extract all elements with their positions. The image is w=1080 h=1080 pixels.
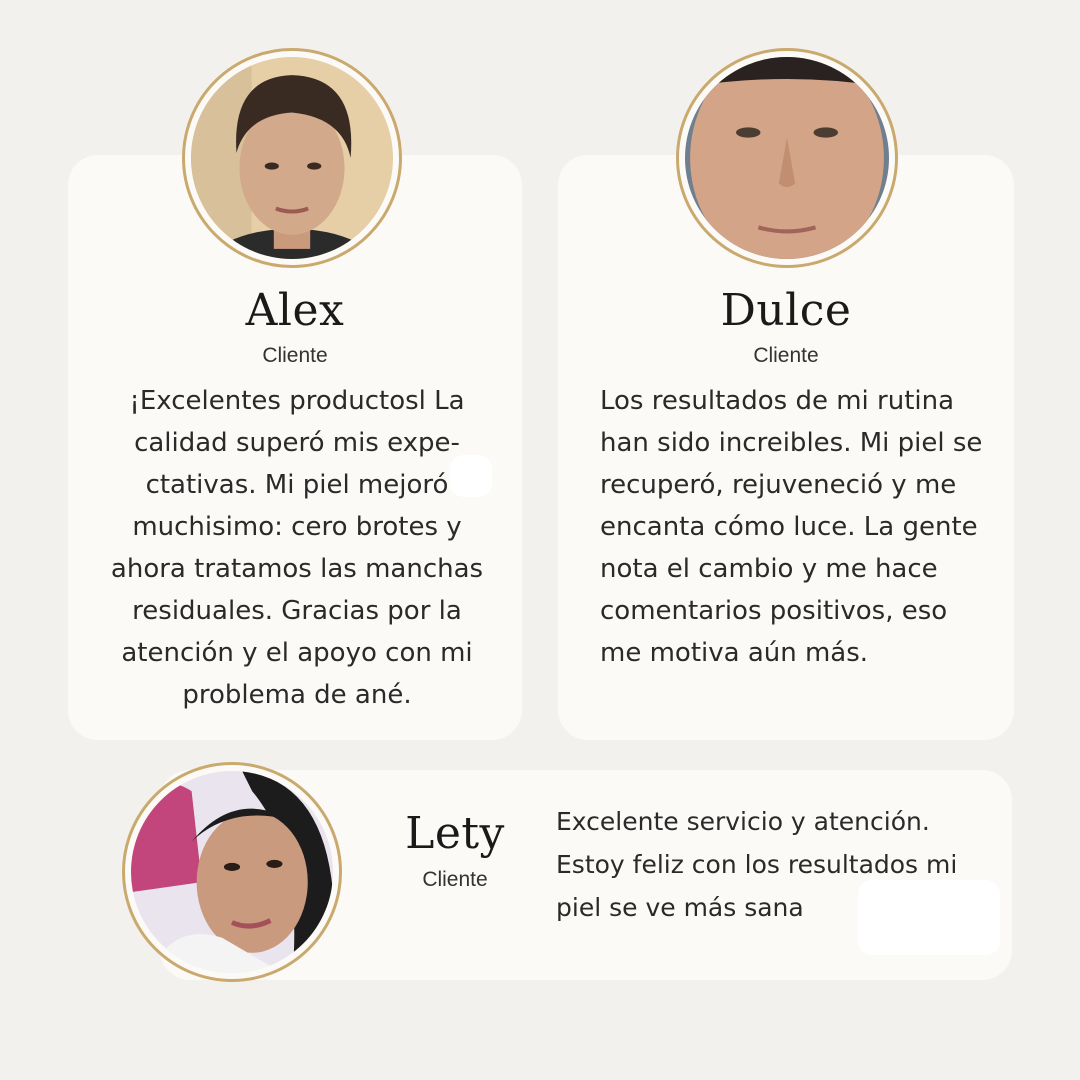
avatar-alex [182, 48, 402, 268]
avatar-lety [122, 762, 342, 982]
role-alex: Cliente [262, 344, 328, 367]
quote-lety: Excelente servicio y atención. Estoy feliz con los resultados mi piel se ve más sana [556, 807, 958, 922]
retouch-patch [450, 455, 492, 497]
name-dulce: Dulce [720, 285, 852, 336]
quote-alex: ¡Excelentes productosl La calidad superó mis expe-ctativas. Mi piel mejoró muchisimo: cero brotes y ahora tratamos las manchas residuales. Gracias por la atención y el apoyo con mi problema de ané. [110, 386, 484, 710]
role-lety: Cliente [422, 868, 488, 891]
name-alex: Alex [245, 285, 345, 336]
avatar-dulce [676, 48, 898, 268]
role-dulce: Cliente [753, 344, 819, 367]
quote-dulce: Los resultados de mi rutina han sido increibles. Mi piel se recuperó, rejuveneció y me encanta cómo luce. La gente nota el cambio y me hace comentarios positivos, eso me motiva aún más. [600, 386, 983, 668]
retouch-patch [858, 880, 1000, 955]
name-lety: Lety [405, 808, 505, 859]
